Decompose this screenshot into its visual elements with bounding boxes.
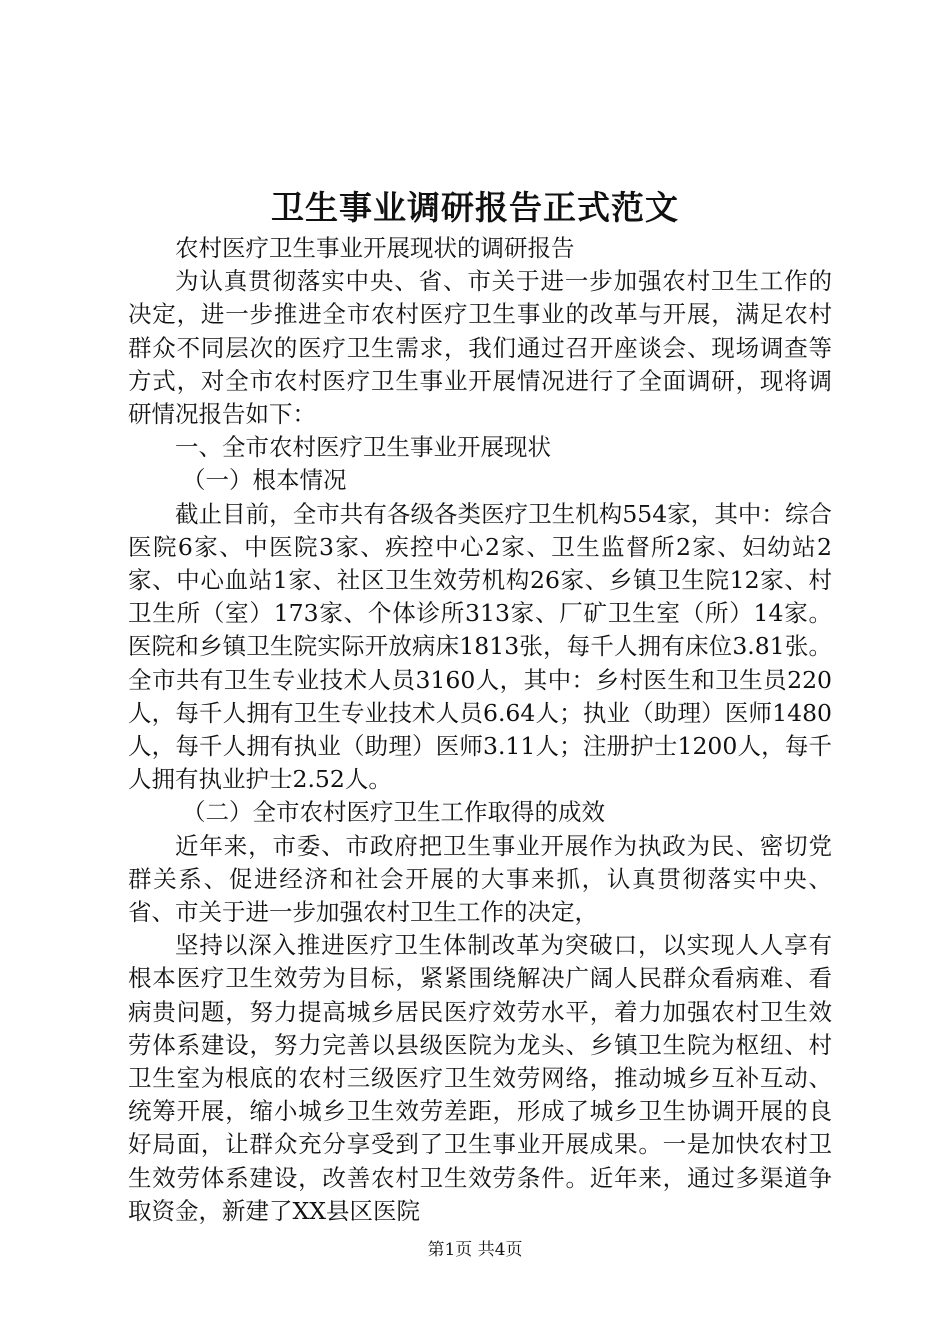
- document-title: 卫生事业调研报告正式范文: [271, 188, 679, 227]
- subsection-heading-1: （一）根本情况: [182, 466, 347, 495]
- section-heading-1: 一、全市农村医疗卫生事业开展现状: [175, 433, 551, 462]
- report-subtitle: 农村医疗卫生事业开展现状的调研报告: [175, 234, 575, 262]
- reform-paragraph: 坚持以深入推进医疗卫生体制改革为突破口，以实现人人享有根本医疗卫生效劳为目标，紧紧围绕解决广阔人民群众看病难、看病贵问题，努力提高城乡居民医疗效劳水平，着力加强农村卫生效劳体系建设，努力完善以县级医院为龙头、乡镇卫生院为枢纽、村卫生室为根底的农村三级医疗卫生效劳网络，推动城乡互补互动、统筹开展，缩小城乡卫生效劳差距，形成了城乡卫生协调开展的良好局面，让群众充分享受到了卫生事业开展成果。一是加快农村卫生效劳体系建设，改善农村卫生效劳条件。近年来，通过多渠道争取资金，新建了XX县区医院: [128, 931, 832, 1225]
- page-number-footer: 第1页 共4页: [427, 1240, 523, 1260]
- document-body: [128, 232, 832, 1228]
- statistics-paragraph: 截止目前，全市共有各级各类医疗卫生机构554家，其中：综合医院6家、中医院3家、疾控中心2家、卫生监督所2家、妇幼站2家、中心血站1家、社区卫生效劳机构26家、乡镇卫生院12家、村卫生所（室）173家、个体诊所313家、厂矿卫生室（所）14家。医院和乡镇卫生院实际开放病床1813张，每千人拥有床位3.81张。全市共有卫生专业技术人员3160人，其中：乡村医生和卫生员220人，每千人拥有卫生专业技术人员6.64人；执业（助理）医师1480人，每千人拥有执业（助理）医师3.11人；注册护士1200人，每千人拥有执业护士2.52人。: [128, 499, 832, 794]
- achievements-paragraph: 近年来，市委、市政府把卫生事业开展作为执政为民、密切党群关系、促进经济和社会开展的大事来抓，认真贯彻落实中央、省、市关于进一步加强农村卫生工作的决定，: [128, 831, 832, 927]
- subsection-heading-2: （二）全市农村医疗卫生工作取得的成效: [182, 798, 606, 827]
- intro-paragraph: 为认真贯彻落实中央、省、市关于进一步加强农村卫生工作的决定，进一步推进全市农村医疗卫生事业的改革与开展，满足农村群众不同层次的医疗卫生需求，我们通过召开座谈会、现场调查等方式，对全市农村医疗卫生事业开展情况进行了全面调研，现将调研情况报告如下：: [128, 267, 832, 429]
